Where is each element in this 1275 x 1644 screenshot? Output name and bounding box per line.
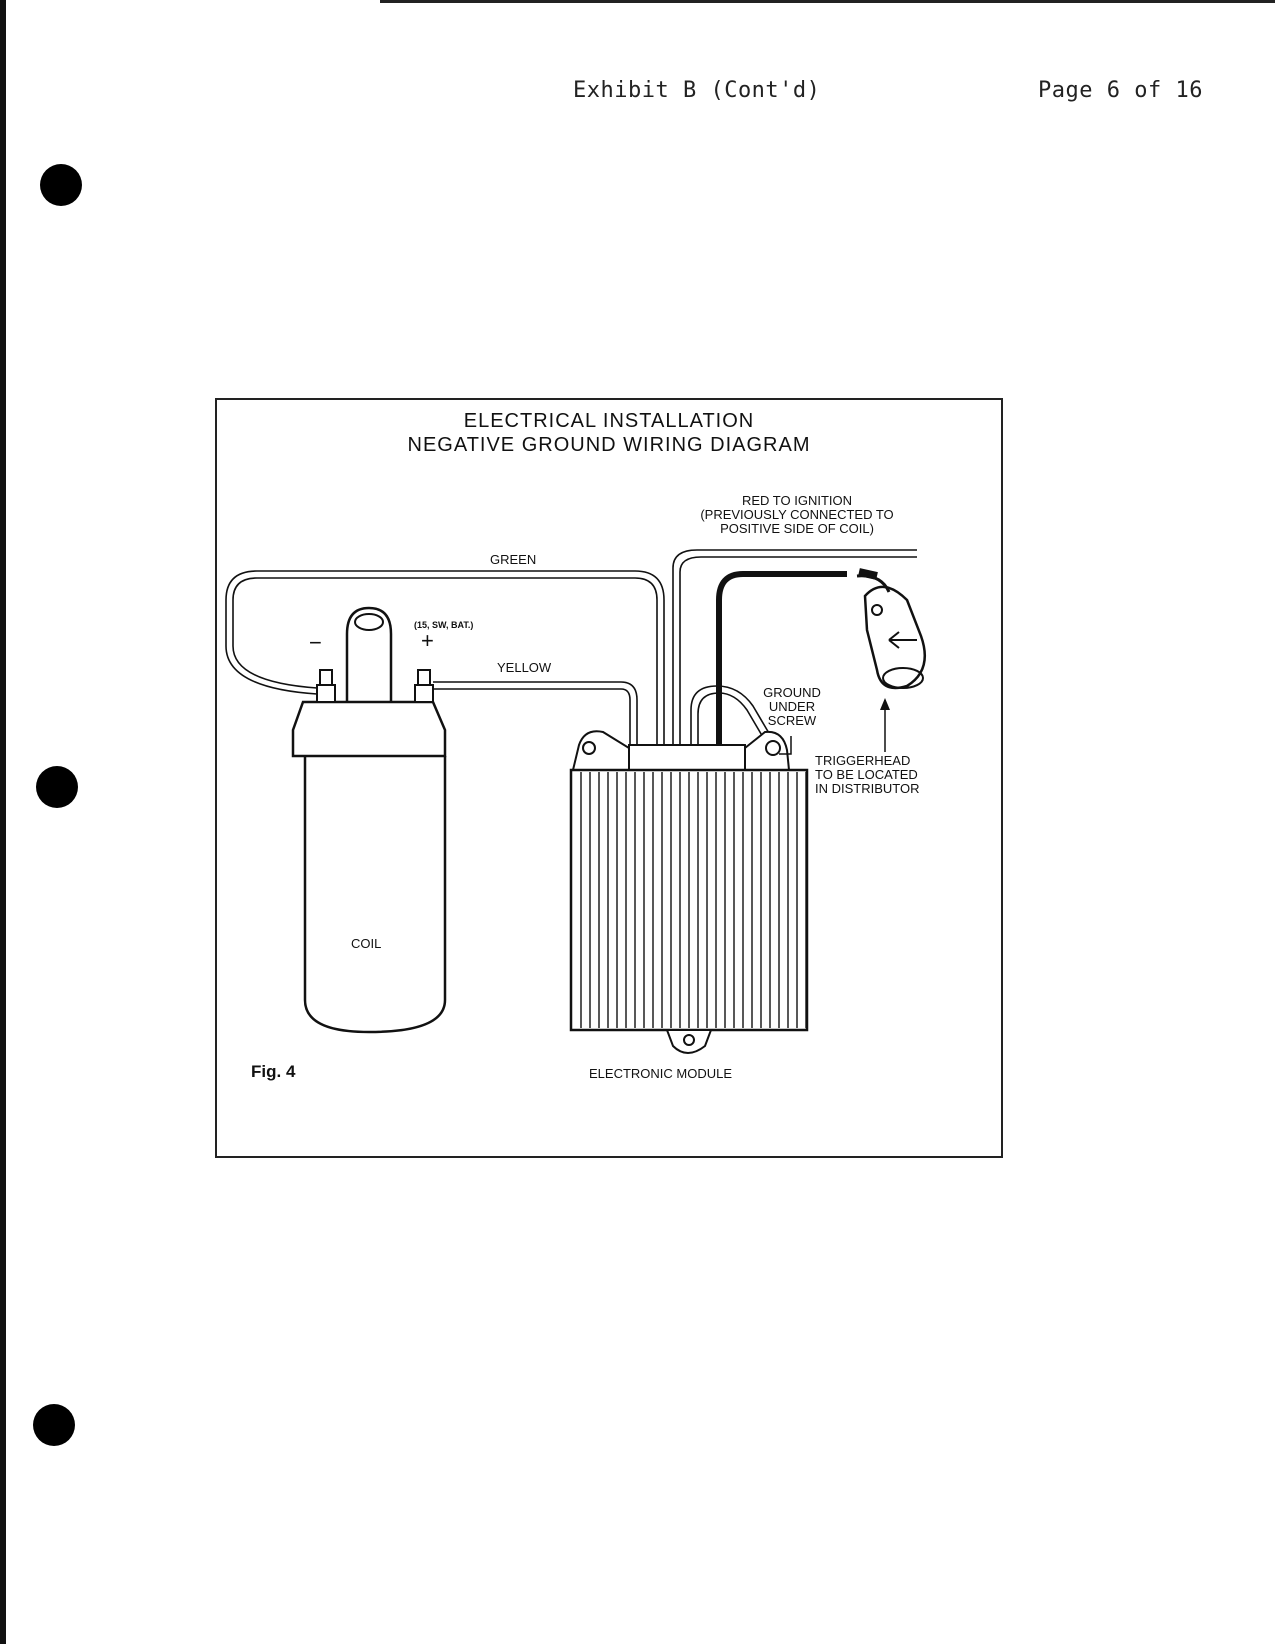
ground-label: GROUND UNDER SCREW — [763, 685, 821, 728]
green-label: GREEN — [490, 552, 537, 567]
positive-sign: + — [421, 628, 434, 653]
module-ear-left — [573, 731, 629, 770]
punch-hole-middle — [36, 766, 78, 808]
negative-sign: − — [309, 630, 322, 655]
coil-label: COIL — [351, 936, 382, 951]
coil-cap — [293, 702, 445, 756]
coil-tower — [347, 608, 391, 702]
page-number: Page 6 of 16 — [1038, 78, 1203, 103]
module-bottom-tab — [667, 1030, 711, 1053]
exhibit-heading: Exhibit B (Cont'd) — [573, 78, 821, 103]
module-label: ELECTRONIC MODULE — [589, 1066, 733, 1081]
punch-hole-top — [40, 164, 82, 206]
module-top-block — [629, 745, 745, 770]
scan-edge-left — [0, 0, 6, 1644]
figure-number: Fig. 4 — [251, 1062, 296, 1081]
red-label: RED TO IGNITION (PREVIOUSLY CONNECTED TO POSITIVE SIDE OF COIL) — [700, 493, 894, 536]
scan-edge-top — [380, 0, 1275, 3]
coil-negative-terminal — [317, 685, 335, 702]
terminal-note: (15, SW, BAT.) — [414, 620, 474, 630]
triggerhead — [865, 587, 925, 688]
coil-tower-top — [355, 614, 383, 630]
punch-hole-bottom — [33, 1404, 75, 1446]
diagram-title-line1: ELECTRICAL INSTALLATION — [463, 410, 755, 432]
coil-body — [305, 756, 445, 1032]
figure-frame — [215, 398, 1003, 1158]
triggerhead-label: TRIGGERHEAD TO BE LOCATED IN DISTRIBUTOR — [815, 753, 920, 796]
diagram-title-line2: NEGATIVE GROUND WIRING DIAGRAM — [407, 434, 811, 456]
coil-positive-terminal — [415, 685, 433, 702]
yellow-label: YELLOW — [497, 660, 552, 675]
